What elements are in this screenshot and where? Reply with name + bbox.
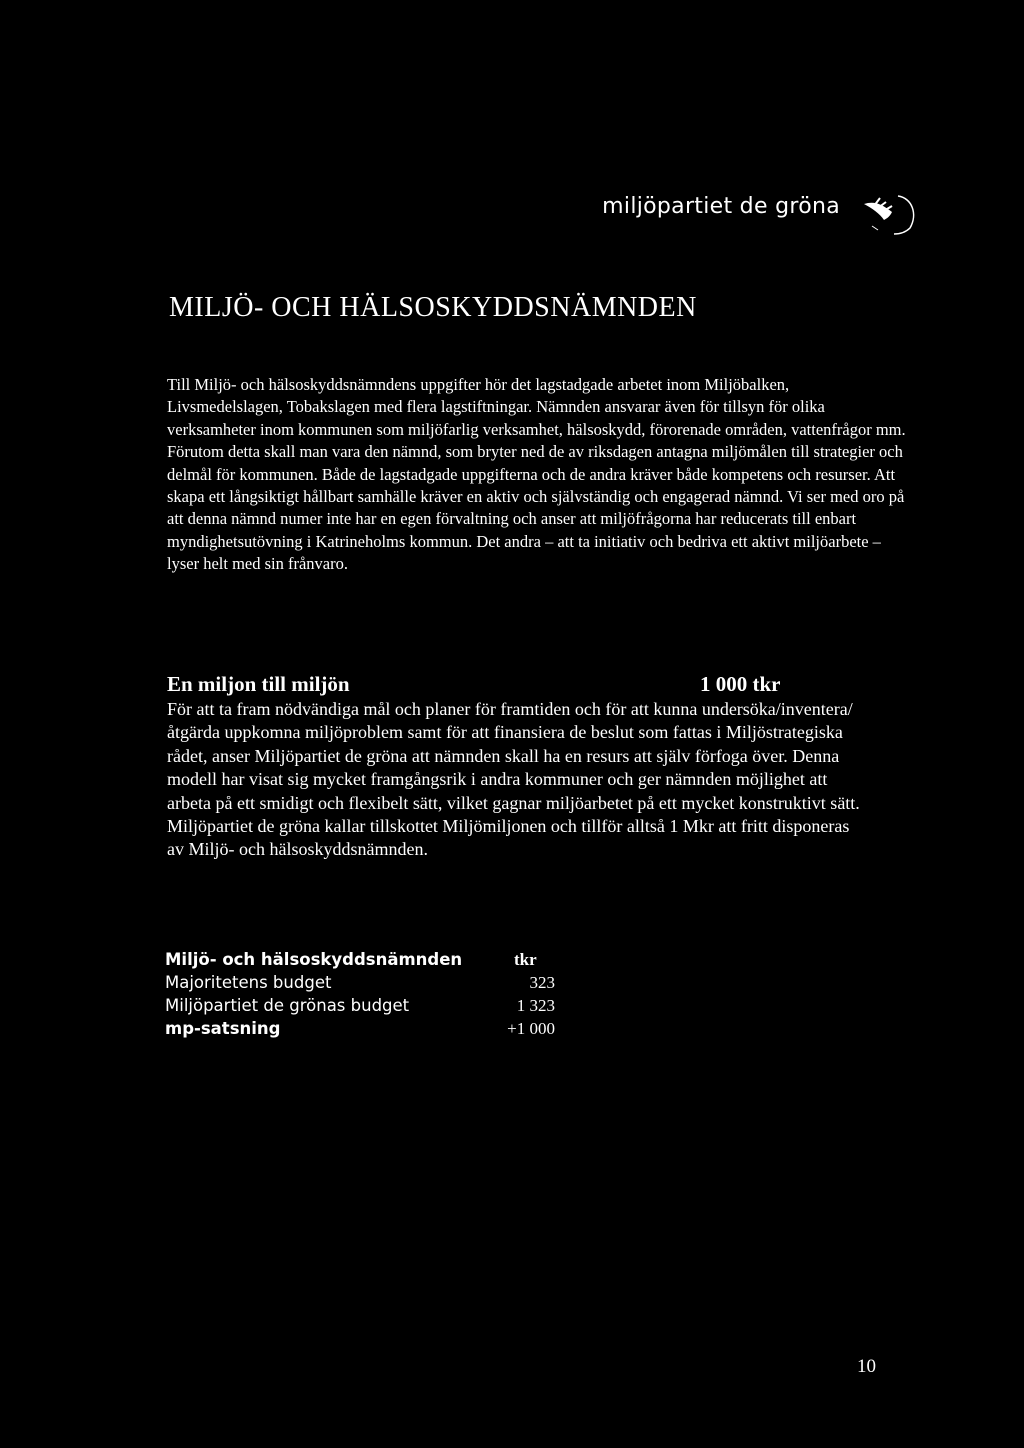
logo-text: miljöpartiet de gröna xyxy=(602,194,840,219)
budget-row-label: mp-satsning xyxy=(165,1019,281,1038)
budget-header-unit: tkr xyxy=(514,950,537,969)
budget-row xyxy=(165,973,565,996)
budget-row-value: 1 323 xyxy=(516,996,555,1015)
page-number: 10 xyxy=(857,1356,876,1377)
party-logo xyxy=(560,190,920,240)
section-amount: 1 000 tkr xyxy=(700,672,781,696)
budget-row-label: Majoritetens budget xyxy=(165,973,332,992)
budget-row xyxy=(165,996,565,1019)
dandelion-seed-icon xyxy=(854,190,920,240)
page-title: MILJÖ- OCH HÄLSOSKYDDSNÄMNDEN xyxy=(169,292,697,323)
budget-total-row xyxy=(165,1019,565,1042)
section-title: En miljon till miljön xyxy=(167,672,350,696)
budget-row-label: Miljöpartiet de grönas budget xyxy=(165,996,410,1015)
budget-header-row xyxy=(165,950,565,973)
budget-header-label: Miljö- och hälsoskyddsnämnden xyxy=(165,950,463,969)
section-paragraph-2: Miljöpartiet de gröna kallar tillskottet Miljömiljonen och tillför alltså 1 Mkr att fritt disponeras av Miljö- och hälsoskyddsnämnden. xyxy=(167,816,850,860)
section-heading xyxy=(167,672,807,697)
budget-row-value: +1 000 xyxy=(507,1019,555,1038)
intro-paragraph: Till Miljö- och hälsoskyddsnämndens uppgifter hör det lagstadgade arbetet inom Miljöbalken, Livsmedelslagen, Tobakslagen med flera lagstiftningar. Nämnden ansvarar även för tillsyn för olika verksamheter inom kommunen som miljöfarlig verksamhet, hälsoskydd, förorenade områden, vattenfrågor mm. Förutom detta skall man vara den nämnd, som bryter ned de av riksdagen antagna miljömålen till strategier och delmål för kommunen. Både de lagstadgade uppgifterna och de andra kräver både kompetens och resurser. Att skapa ett långsiktigt hållbart samhälle kräver en aktiv och självständig och engagerad nämnd. Vi ser med oro på att denna nämnd numer inte har en egen förvaltning och anser att miljöfrågorna har reducerats till enbart myndighetsutövning i Katrineholms kommun. Det andra – att ta initiativ och bedriva ett aktivt miljöarbete – lyser helt med sin frånvaro. xyxy=(167,375,906,574)
section-body xyxy=(167,698,867,862)
budget-row-value: 323 xyxy=(529,973,555,992)
budget-table xyxy=(165,950,565,1042)
section-paragraph: För att ta fram nödvändiga mål och planer för framtiden och för att kunna undersöka/inventera/åtgärda uppkomna miljöproblem samt för att finansiera de beslut som fattas i Miljöstrategiska rådet, anser Miljöpartiet de gröna att nämnden skall ha en resurs att själv förfoga över. Denna modell har visat sig mycket framgångsrik i andra kommuner och ger nämnden möjlighet att arbeta på ett smidigt och flexibelt sätt, vilket gagnar miljöarbetet på ett mycket konstruktivt sätt. xyxy=(167,699,860,813)
